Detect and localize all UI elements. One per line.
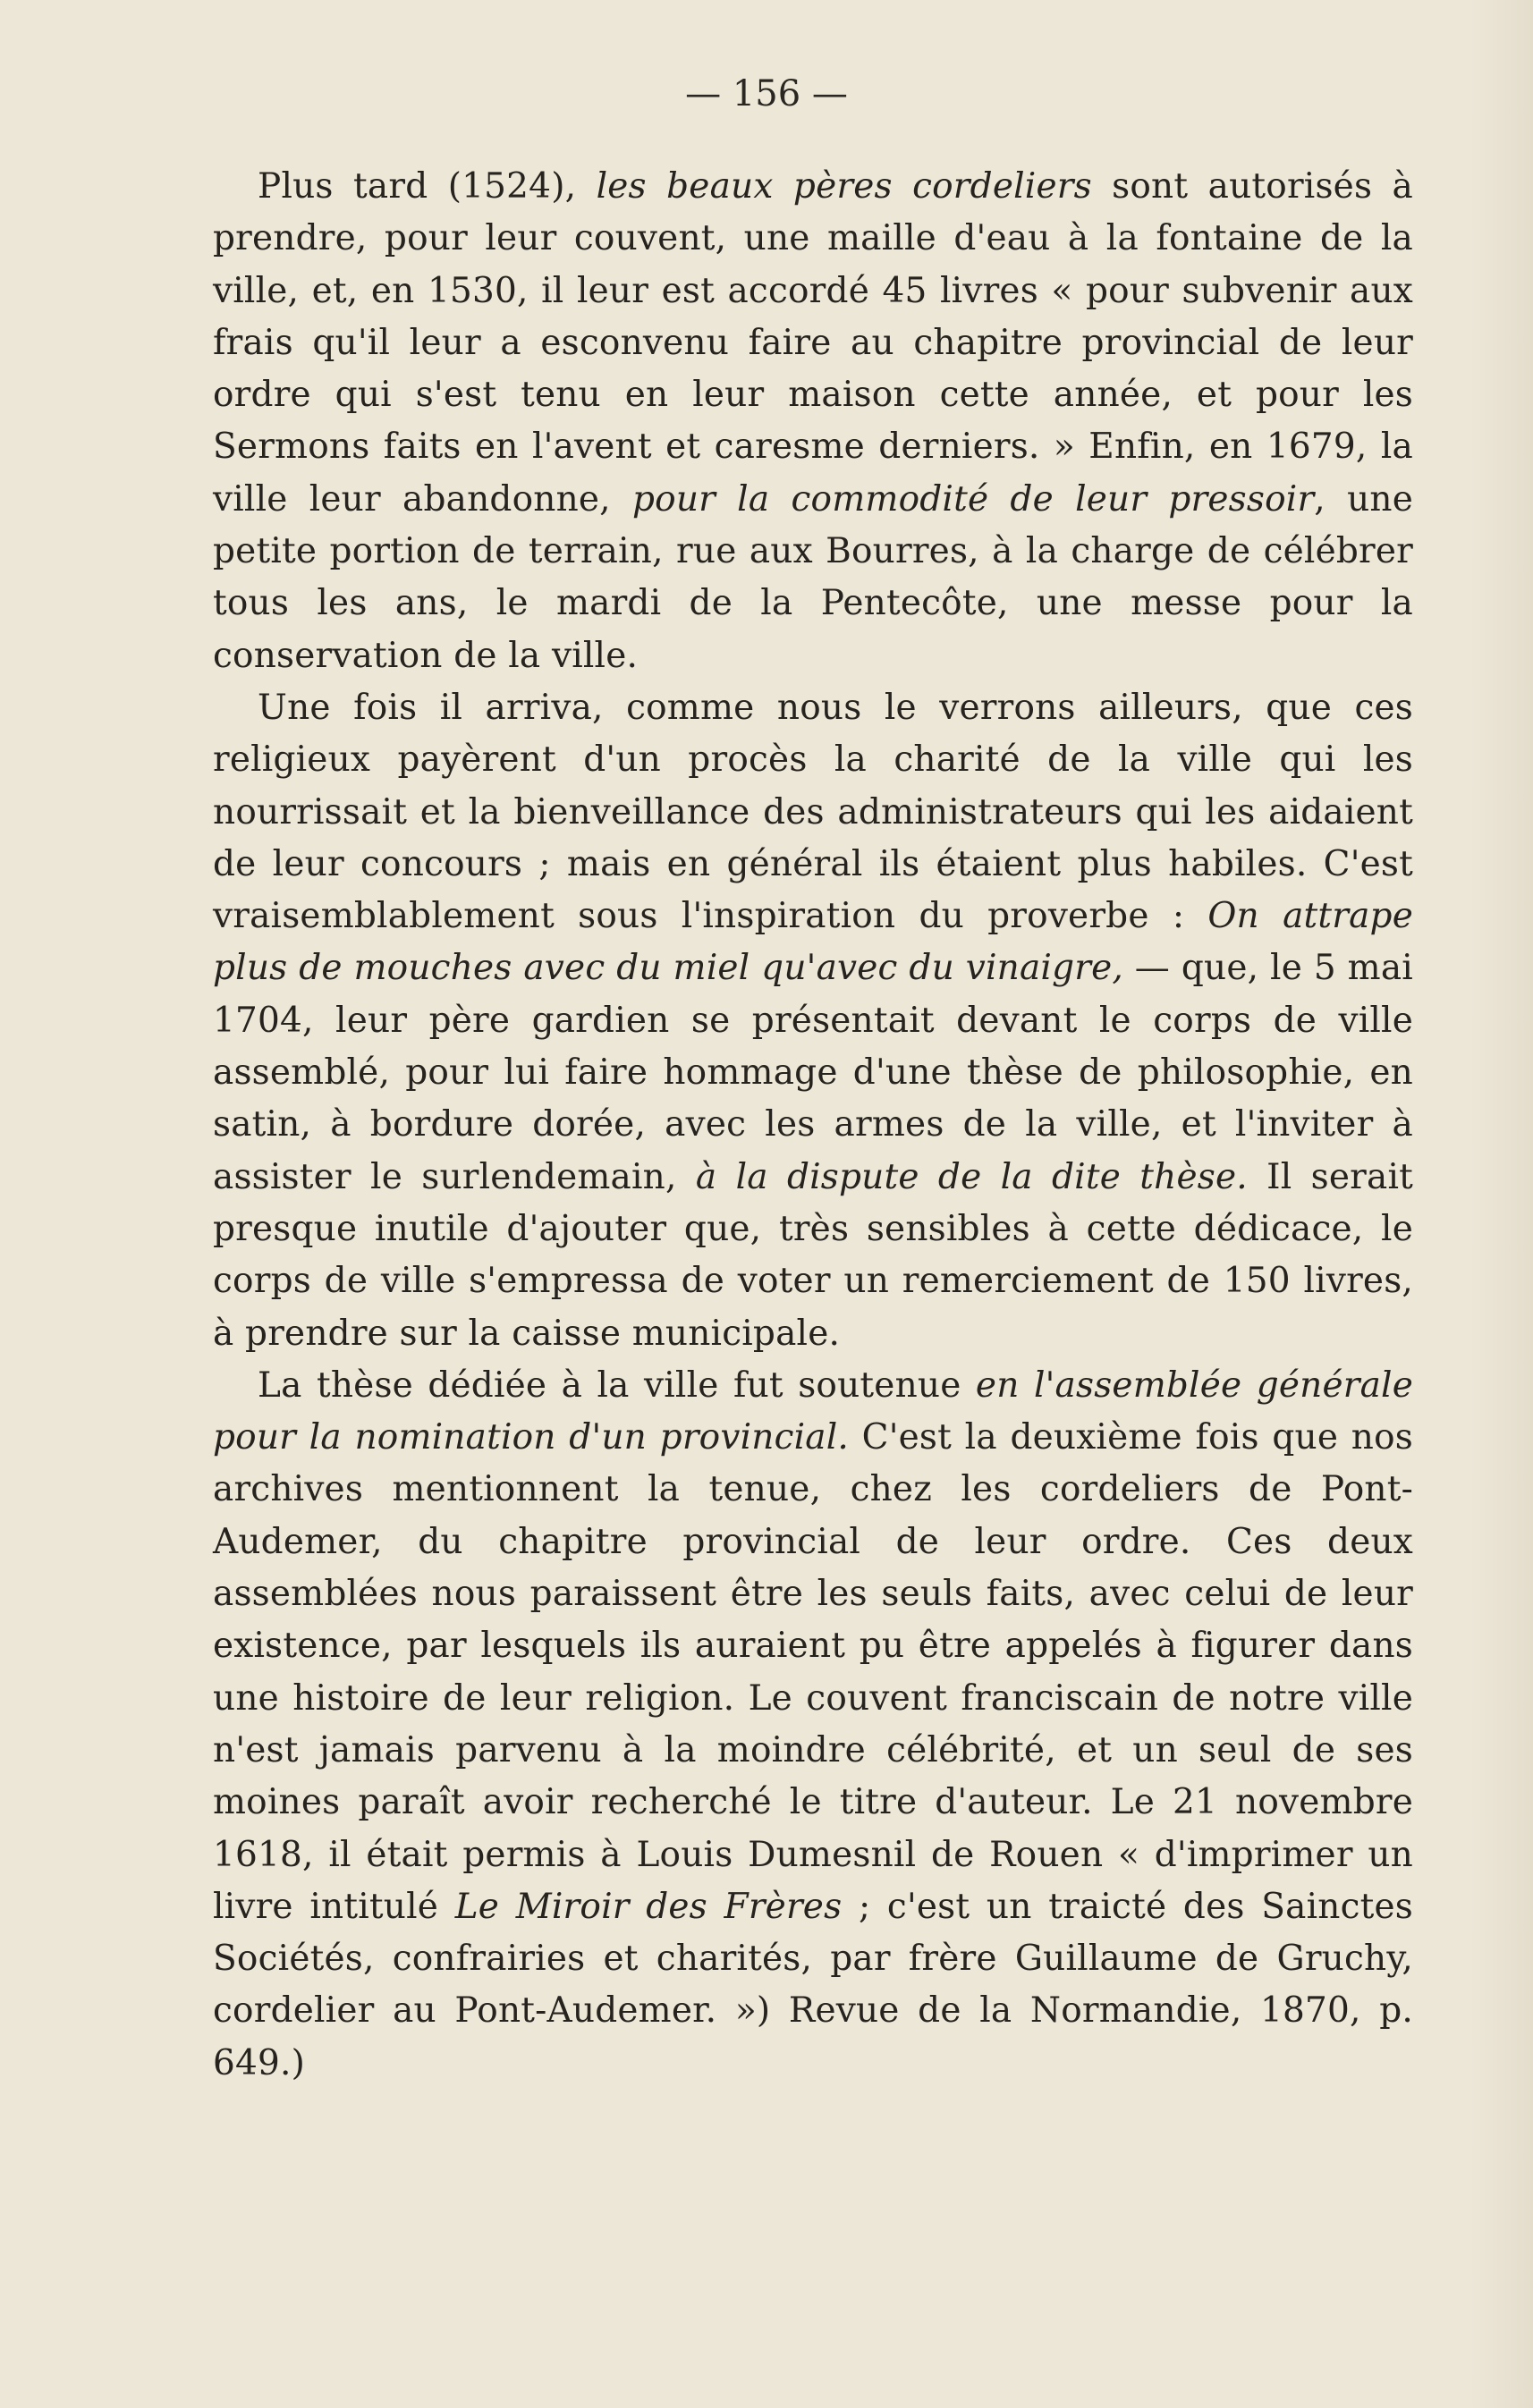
italic-text-run: Le Miroir des Frères [454, 1886, 843, 1927]
body-text [213, 161, 1413, 2090]
italic-text-run: les beaux pères cordeliers [596, 166, 1092, 207]
italic-text-run: pour la commodité de leur pressoir [631, 478, 1315, 520]
page-edge-shading [1470, 0, 1533, 2408]
italic-text-run: On attrape plus de mouches avec du miel qu'avec du vinaigre, [213, 896, 1414, 989]
paragraph [213, 682, 1413, 1360]
text-run: La thèse dédiée à la ville fut soutenue [258, 1365, 976, 1406]
text-run: , une petite portion de terrain, rue aux Bourres, à la charge de célébrer tous les ans, le mardi de la Pentecôte, une messe pour la conservation de la ville. [213, 478, 1413, 676]
text-run: Une fois il arriva, comme nous le verrons ailleurs, que ces religieux payèrent d'un procès la charité de la ville qui les nourrissait et la bienveillance des administrateurs qui les aidaient de leur concours ; mais en général ils étaient plus habiles. C'est vraisemblablement sous l'inspiration du proverbe : [213, 687, 1413, 937]
page-number: — 156 — [685, 73, 848, 114]
italic-text-run: en l'assemblée générale pour la nomination d'un provincial. [213, 1365, 1413, 1458]
paragraph [213, 1360, 1413, 2090]
italic-text-run: à la dispute de la dite thèse. [695, 1156, 1248, 1197]
text-run: ; c'est un traicté des Sainctes Sociétés, confrairies et charités, par frère Guillaume de Gruchy, cordelier au Pont-Audemer. ») Revue de la Normandie, 1870, p. 649.) [213, 1886, 1413, 2083]
text-run: Plus tard (1524), [258, 166, 597, 207]
text-run: C'est la deuxième fois que nos archives mentionnent la tenue, chez les cordeliers de Pont-Audemer, du chapitre provincial de leur ordre. Ces deux assemblées nous paraissent être les seuls faits, avec celui de leur existence, par lesquels ils auraient pu être appelés à figurer dans une histoire de leur religion. Le couvent franciscain de notre ville n'est jamais parvenu à la moindre célébrité, et un seul de ses moines paraît avoir recherché le titre d'auteur. Le 21 novembre 1618, il était permis à Louis Dumesnil de Rouen « d'imprimer un livre intitulé [213, 1417, 1413, 1927]
text-run: Il serait presque inutile d'ajouter que, très sensibles à cette dédicace, le corps de ville s'empressa de voter un remerciement de 150 livres, à prendre sur la caisse municipale. [213, 1156, 1413, 1354]
paragraph [213, 161, 1413, 682]
text-run: sont autorisés à prendre, pour leur couvent, une maille d'eau à la fontaine de la ville, et, en 1530, il leur est accordé 45 livres « pour subvenir aux frais qu'il leur a esconvenu faire au chapitre provincial de leur ordre qui s'est tenu en leur maison cette année, et pour les Sermons faits en l'avent et caresme derniers. » Enfin, en 1679, la ville leur abandonne, [213, 166, 1413, 520]
text-run: — que, le 5 mai 1704, leur père gardien se présentait devant le corps de ville assemblé, pour lui faire hommage d'une thèse de philosophie, en satin, à bordure dorée, avec les armes de la ville, et l'inviter à assister le surlendemain, [213, 948, 1413, 1197]
